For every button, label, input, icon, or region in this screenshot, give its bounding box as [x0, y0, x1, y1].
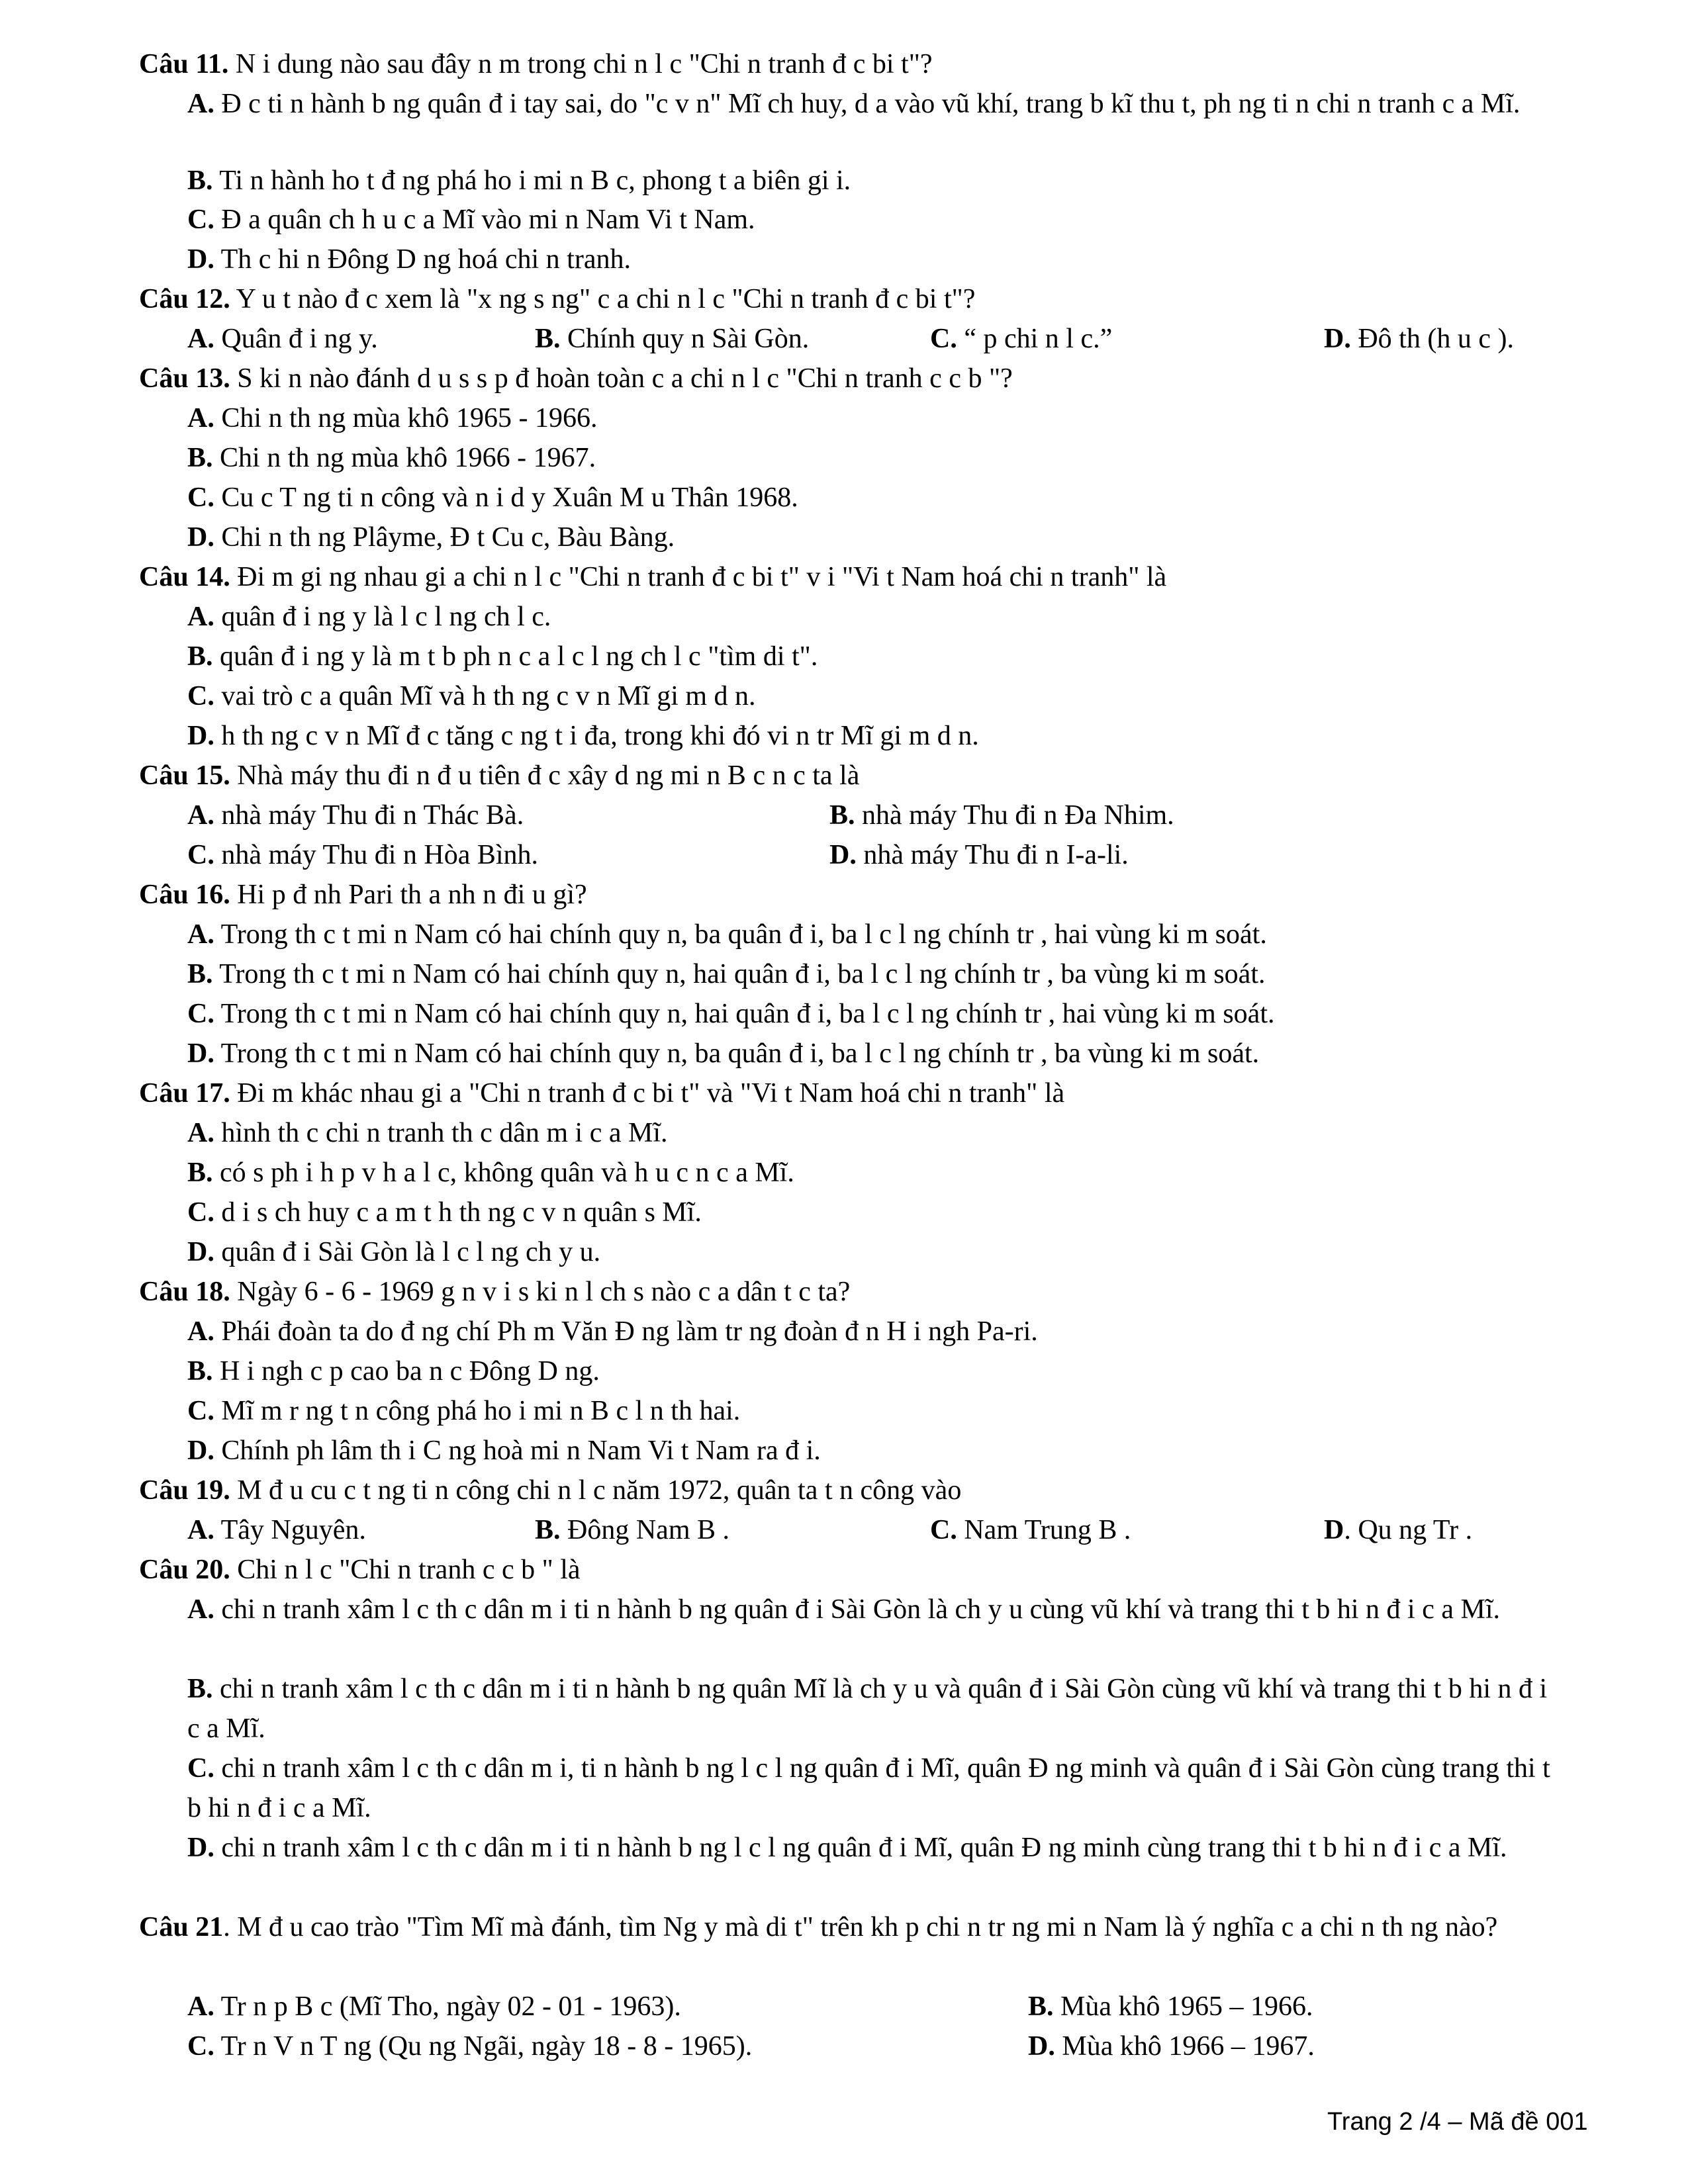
option-label: C.: [187, 681, 214, 711]
option-label: D.: [1324, 324, 1351, 354]
option-14-b[interactable]: [187, 637, 818, 676]
question-text: Hi p đ nh Pari th a nh n đi u gì?: [230, 880, 587, 910]
question-number: Câu 12.: [139, 284, 230, 314]
option-label: D.: [1028, 2031, 1055, 2062]
option-20-d[interactable]: [187, 1828, 1562, 1868]
question-text: N i dung nào sau đây n m trong chi n l c "Chi n tranh đ c bi t"?: [228, 49, 933, 79]
question-text: Đi m gi ng nhau gi a chi n l c "Chi n tranh đ c bi t" v i "Vi t Nam hoá chi n tranh" là: [230, 562, 1167, 592]
option-label: C.: [187, 1753, 214, 1784]
option-label: B.: [187, 443, 213, 473]
option-text: Cu c T ng ti n công và n i d y Xuân M u Thân 1968.: [214, 482, 798, 513]
question-number: Câu 16.: [139, 880, 230, 910]
option-label: C.: [930, 324, 957, 354]
option-13-d[interactable]: [187, 518, 675, 557]
option-text: Mùa khô 1966 – 1967.: [1055, 2031, 1315, 2062]
option-15-c[interactable]: [187, 835, 538, 875]
option-text: H i ngh c p cao ba n c Đông D ng.: [212, 1356, 600, 1387]
option-20-b[interactable]: [187, 1669, 1562, 1749]
option-label: D.: [187, 1833, 214, 1863]
option-text: chi n tranh xâm l c th c dân m i ti n hành b ng quân Mĩ là ch y u và quân đ i Sài Gòn cùng vũ khí và trang thi t b hi n đ i c a Mĩ.: [187, 1674, 1548, 1744]
option-18-b[interactable]: [187, 1351, 600, 1391]
option-label: A.: [187, 324, 214, 354]
option-label: D.: [187, 522, 214, 553]
option-label: A.: [187, 1991, 214, 2022]
option-label: C.: [187, 2031, 214, 2062]
option-19-a[interactable]: [187, 1510, 366, 1550]
option-text: h th ng c v n Mĩ đ c tăng c ng t i đa, trong khi đó vi n tr Mĩ gi m d n.: [214, 721, 979, 751]
option-12-b[interactable]: [535, 319, 809, 359]
question-16: [139, 875, 1562, 915]
option-text: chi n tranh xâm l c th c dân m i ti n hành b ng l c l ng quân đ i Mĩ, quân Đ ng minh cùng trang thi t b hi n đ i c a Mĩ.: [214, 1833, 1507, 1863]
option-label: B.: [535, 1515, 561, 1545]
option-text: Tr n p B c (Mĩ Tho, ngày 02 - 01 - 1963).: [214, 1991, 681, 2022]
question-14: [139, 557, 1562, 597]
option-19-b[interactable]: [535, 1510, 729, 1550]
question-number: Câu 20.: [139, 1555, 230, 1585]
option-label: D.: [187, 1435, 214, 1466]
option-17-c[interactable]: [187, 1193, 702, 1232]
option-15-a[interactable]: [187, 796, 524, 835]
option-11-d[interactable]: [187, 240, 631, 279]
option-label: A.: [187, 1118, 214, 1148]
option-label: D.: [187, 721, 214, 751]
option-label: C.: [187, 999, 214, 1029]
option-text: có s ph i h p v h a l c, không quân và h u c n c a Mĩ.: [212, 1158, 794, 1188]
option-label: D: [1324, 1515, 1344, 1545]
option-text: . Qu ng Tr .: [1344, 1515, 1473, 1545]
option-text: nhà máy Thu đi n Thác Bà.: [214, 800, 524, 831]
option-text: nhà máy Thu đi n Đa Nhim.: [855, 800, 1174, 831]
option-text: quân đ i ng y là m t b ph n c a l c l ng ch l c "tìm di t".: [212, 641, 818, 672]
option-text: Phái đoàn ta do đ ng chí Ph m Văn Đ ng làm tr ng đoàn đ n H i ngh Pa-ri.: [214, 1316, 1038, 1347]
option-label: B.: [187, 641, 213, 672]
option-label: A.: [187, 403, 214, 433]
option-12-a[interactable]: [187, 319, 378, 359]
option-text: Chi n th ng Plâyme, Đ t Cu c, Bàu Bàng.: [214, 522, 675, 553]
option-label: B.: [187, 959, 213, 989]
option-label: B.: [187, 1158, 213, 1188]
option-text: Đ c ti n hành b ng quân đ i tay sai, do "c v n" Mĩ ch huy, d a vào vũ khí, trang b kĩ thu t, ph ng ti n chi n tranh c a Mĩ.: [214, 89, 1521, 119]
option-label: A.: [187, 602, 214, 632]
option-label: D.: [187, 1237, 214, 1267]
option-21-d[interactable]: [1028, 2026, 1315, 2066]
option-text: Trong th c t mi n Nam có hai chính quy n, ba quân đ i, ba l c l ng chính tr , hai vùng ki m soát.: [214, 919, 1267, 950]
option-label: B.: [1028, 1991, 1054, 2022]
option-11-b[interactable]: [187, 161, 851, 201]
question-text: Y u t nào đ c xem là "x ng s ng" c a chi n l c "Chi n tranh đ c bi t"?: [230, 284, 976, 314]
question-number: Câu 13.: [139, 363, 230, 394]
option-text: Mùa khô 1965 – 1966.: [1053, 1991, 1313, 2022]
option-text: Đông Nam B .: [560, 1515, 730, 1545]
question-13: [139, 359, 1562, 398]
option-text: chi n tranh xâm l c th c dân m i, ti n hành b ng l c l ng quân đ i Mĩ, quân Đ ng minh và quân đ i Sài Gòn cùng trang thi t b hi n đ i c a Mĩ.: [187, 1753, 1550, 1823]
option-text: Chính ph lâm th i C ng hoà mi n Nam Vi t Nam ra đ i.: [214, 1435, 821, 1466]
option-text: Tr n V n T ng (Qu ng Ngãi, ngày 18 - 8 - 1965).: [214, 2031, 753, 2062]
option-text: Đô th (h u c ).: [1350, 324, 1514, 354]
option-text: vai trò c a quân Mĩ và h th ng c v n Mĩ gi m d n.: [214, 681, 756, 711]
question-number: Câu 14.: [139, 562, 230, 592]
question-19: [139, 1471, 1562, 1510]
option-14-c[interactable]: [187, 676, 756, 716]
question-text: Ngày 6 - 6 - 1969 g n v i s ki n l ch s nào c a dân t c ta?: [230, 1277, 851, 1307]
option-text: Tây Nguyên.: [214, 1515, 366, 1545]
question-number: Câu 15.: [139, 760, 230, 791]
option-label: A.: [187, 1515, 214, 1545]
option-text: hình th c chi n tranh th c dân m i c a Mĩ.: [214, 1118, 668, 1148]
option-label: A.: [187, 89, 214, 119]
option-label: B.: [187, 165, 213, 196]
question-text: M đ u cu c t ng ti n công chi n l c năm 1972, quân ta t n công vào: [230, 1475, 962, 1506]
option-16-b[interactable]: [187, 954, 1266, 994]
option-12-d[interactable]: [1324, 319, 1514, 359]
question-18: [139, 1272, 1562, 1312]
option-18-c[interactable]: [187, 1391, 740, 1431]
option-16-d[interactable]: [187, 1034, 1259, 1073]
question-17: [139, 1073, 1562, 1113]
option-15-b[interactable]: [829, 796, 1174, 835]
option-text: quân đ i ng y là l c l ng ch l c.: [214, 602, 551, 632]
option-text: d i s ch huy c a m t h th ng c v n quân s Mĩ.: [214, 1197, 702, 1228]
option-text: Nam Trung B .: [957, 1515, 1131, 1545]
option-label: A.: [187, 1316, 214, 1347]
option-21-c[interactable]: [187, 2026, 752, 2066]
question-number: Câu 18.: [139, 1277, 230, 1307]
option-text: Trong th c t mi n Nam có hai chính quy n, hai quân đ i, ba l c l ng chính tr , hai vùng ki m soát.: [214, 999, 1275, 1029]
option-text: Mĩ m r ng t n công phá ho i mi n B c l n th hai.: [214, 1396, 741, 1426]
option-17-d[interactable]: [187, 1232, 600, 1272]
option-11-a[interactable]: [187, 84, 1562, 124]
option-20-a[interactable]: [187, 1590, 1562, 1629]
question-15: [139, 756, 1562, 796]
question-text: Chi n l c "Chi n tranh c c b " là: [230, 1555, 581, 1585]
option-16-c[interactable]: [187, 994, 1274, 1034]
question-number: Câu 11.: [139, 49, 229, 79]
question-20: [139, 1550, 1562, 1590]
option-13-b[interactable]: [187, 438, 596, 478]
option-12-c[interactable]: [930, 319, 1112, 359]
option-text: Ti n hành ho t đ ng phá ho i mi n B c, phong t a biên gi i.: [212, 165, 851, 196]
option-label: D.: [829, 840, 857, 870]
option-18-a[interactable]: [187, 1312, 1038, 1351]
option-text: Chi n th ng mùa khô 1965 - 1966.: [214, 403, 598, 433]
option-label: C.: [187, 482, 214, 513]
option-label: A.: [187, 1594, 214, 1625]
option-text: nhà máy Thu đi n I-a-li.: [856, 840, 1129, 870]
option-14-a[interactable]: [187, 597, 551, 637]
question-text: Đi m khác nhau gi a "Chi n tranh đ c bi t" và "Vi t Nam hoá chi n tranh" là: [230, 1078, 1065, 1109]
option-19-c[interactable]: [930, 1510, 1131, 1550]
option-label: C.: [930, 1515, 957, 1545]
option-20-c[interactable]: [187, 1749, 1562, 1828]
option-14-d[interactable]: [187, 716, 979, 756]
option-label: A.: [187, 800, 214, 831]
question-12: [139, 279, 1562, 319]
option-18-d[interactable]: [187, 1431, 821, 1471]
question-text: Nhà máy thu đi n đ u tiên đ c xây d ng mi n B c n c ta là: [230, 760, 860, 791]
option-label: C.: [187, 840, 214, 870]
page-footer: Trang 2 /4 – Mã đề 001: [1327, 2108, 1588, 2136]
question-number: Câu 19.: [139, 1475, 230, 1506]
option-text: quân đ i Sài Gòn là l c l ng ch y u.: [214, 1237, 601, 1267]
question-21: [139, 1907, 1562, 1947]
option-text: nhà máy Thu đi n Hòa Bình.: [214, 840, 539, 870]
option-text: Trong th c t mi n Nam có hai chính quy n, hai quân đ i, ba l c l ng chính tr , ba vùng ki m soát.: [212, 959, 1266, 989]
option-19-d[interactable]: [1324, 1510, 1472, 1550]
option-label: C.: [187, 1396, 214, 1426]
option-text: Đ a quân ch h u c a Mĩ vào mi n Nam Vi t Nam.: [214, 205, 755, 235]
option-label: D.: [187, 1038, 214, 1069]
option-label: A.: [187, 919, 214, 950]
option-text: “ p chi n l c.”: [957, 324, 1113, 354]
option-21-b[interactable]: [1028, 1987, 1313, 2026]
option-17-a[interactable]: [187, 1113, 668, 1153]
option-label: C.: [187, 1197, 214, 1228]
option-text: Chi n th ng mùa khô 1966 - 1967.: [212, 443, 596, 473]
option-label: B.: [187, 1674, 213, 1704]
question-number: Câu 21: [139, 1912, 224, 1942]
option-label: C.: [187, 205, 214, 235]
option-13-a[interactable]: [187, 398, 598, 438]
option-label: B.: [829, 800, 855, 831]
question-text: . M đ u cao trào "Tìm Mĩ mà đánh, tìm Ng y mà di t" trên kh p chi n tr ng mi n Nam là ý nghĩa c a chi n th ng nào?: [223, 1912, 1498, 1942]
option-text: chi n tranh xâm l c th c dân m i ti n hành b ng quân đ i Sài Gòn là ch y u cùng vũ khí và trang thi t b hi n đ i c a Mĩ.: [214, 1594, 1500, 1625]
option-text: Quân đ i ng y.: [214, 324, 378, 354]
option-13-c[interactable]: [187, 478, 798, 518]
question-number: Câu 17.: [139, 1078, 230, 1109]
question-text: S ki n nào đánh d u s s p đ hoàn toàn c a chi n l c "Chi n tranh c c b "?: [230, 363, 1013, 394]
option-text: Chính quy n Sài Gòn.: [560, 324, 810, 354]
question-11: [139, 44, 1562, 84]
option-label: B.: [535, 324, 561, 354]
option-15-d[interactable]: [829, 835, 1129, 875]
option-label: D.: [187, 244, 214, 275]
option-21-a[interactable]: [187, 1987, 681, 2026]
option-text: Trong th c t mi n Nam có hai chính quy n, ba quân đ i, ba l c l ng chính tr , ba vùng ki m soát.: [214, 1038, 1260, 1069]
option-16-a[interactable]: [187, 915, 1267, 954]
option-text: Th c hi n Đông D ng hoá chi n tranh.: [214, 244, 631, 275]
option-label: B.: [187, 1356, 213, 1387]
option-17-b[interactable]: [187, 1153, 794, 1193]
option-11-c[interactable]: [187, 200, 755, 240]
